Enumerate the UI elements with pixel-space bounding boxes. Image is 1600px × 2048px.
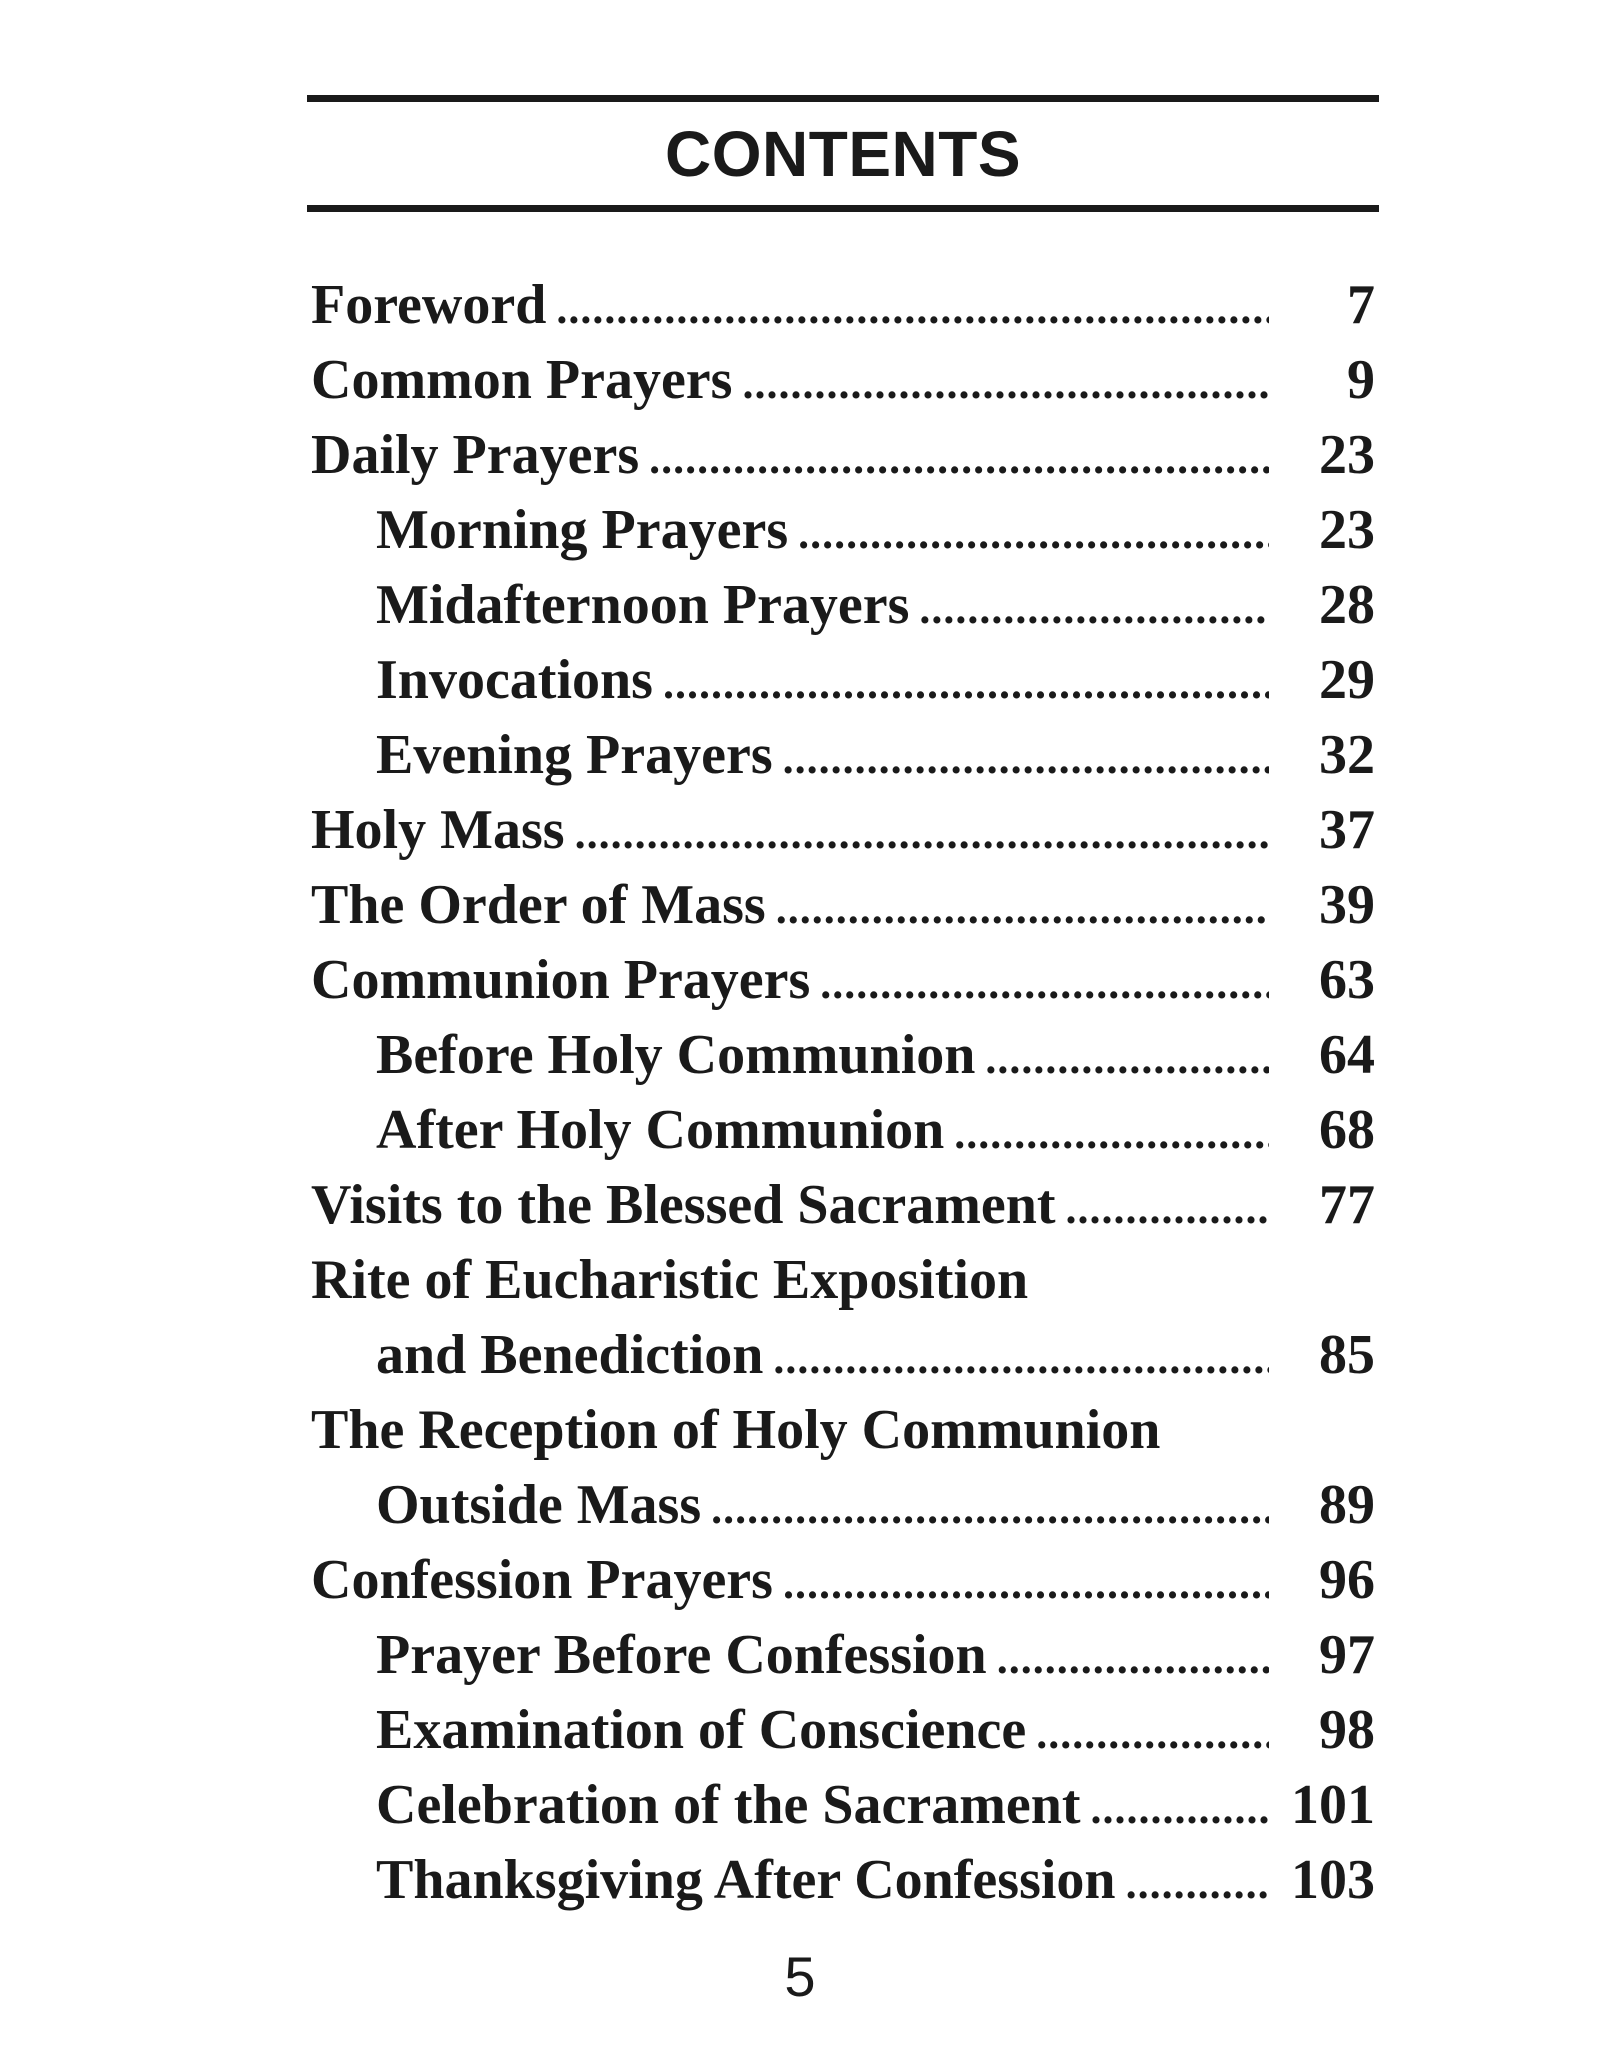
toc-entry-title: After Holy Communion (376, 1099, 945, 1161)
dot-leader (783, 1546, 1269, 1621)
dot-leader (783, 721, 1269, 796)
toc-entry-title: Midafternoon Prayers (376, 574, 910, 636)
toc-entry-page: 23 (1319, 499, 1375, 561)
toc-entry-title: The Reception of Holy Communion (311, 1399, 1161, 1461)
toc-entry-page: 77 (1319, 1174, 1375, 1236)
toc-entry-page: 98 (1319, 1699, 1375, 1761)
toc-entry (311, 1393, 1375, 1468)
toc-entry-page: 96 (1319, 1549, 1375, 1611)
toc-entry-page: 32 (1319, 724, 1375, 786)
dot-leader (773, 1321, 1269, 1396)
toc-entry-title: Visits to the Blessed Sacrament (311, 1174, 1056, 1236)
top-rule (307, 95, 1379, 102)
toc-entry (311, 1018, 1375, 1093)
toc-entry-title: Prayer Before Confession (376, 1624, 987, 1686)
toc-entry-page: 7 (1347, 274, 1375, 336)
toc-entry (311, 1168, 1375, 1243)
toc-entry-title: Confession Prayers (311, 1549, 773, 1611)
toc-entry-page: 63 (1319, 949, 1375, 1011)
toc-entry (311, 943, 1375, 1018)
toc-entry-title: Thanksgiving After Confession (376, 1849, 1116, 1911)
toc-entry-title: Celebration of the Sacrament (376, 1774, 1081, 1836)
dot-leader (954, 1096, 1269, 1171)
page-heading: CONTENTS (665, 118, 1021, 190)
dot-leader (985, 1021, 1269, 1096)
toc-entry (311, 643, 1375, 718)
toc-entry-page: 64 (1319, 1024, 1375, 1086)
toc-entry-page: 28 (1319, 574, 1375, 636)
toc-entry (311, 343, 1375, 418)
toc-entry-title: Invocations (376, 649, 653, 711)
toc-entry-page: 23 (1319, 424, 1375, 486)
toc-entry (311, 1693, 1375, 1768)
toc-entry-page: 85 (1319, 1324, 1375, 1386)
toc-entry-title: Communion Prayers (311, 949, 811, 1011)
toc-entry (311, 718, 1375, 793)
dot-leader (663, 646, 1269, 721)
toc-entry-title: Holy Mass (311, 799, 565, 861)
toc-entry (311, 268, 1375, 343)
toc-entry (311, 868, 1375, 943)
dot-leader (556, 271, 1269, 346)
toc-entry-title: Evening Prayers (376, 724, 773, 786)
toc-entry-page: 39 (1319, 874, 1375, 936)
dot-leader (711, 1471, 1269, 1546)
table-of-contents (311, 268, 1375, 1918)
toc-entry (311, 568, 1375, 643)
toc-entry-page: 68 (1319, 1099, 1375, 1161)
dot-leader (919, 571, 1269, 646)
toc-entry (311, 793, 1375, 868)
toc-entry (311, 1543, 1375, 1618)
toc-entry (311, 1843, 1375, 1918)
toc-entry (311, 1618, 1375, 1693)
dot-leader (649, 421, 1269, 496)
toc-entry-page: 9 (1347, 349, 1375, 411)
dot-leader (1066, 1171, 1269, 1246)
page-number: 5 (784, 1945, 816, 2008)
toc-entry (311, 493, 1375, 568)
bottom-rule (307, 205, 1379, 212)
toc-entry-page: 101 (1291, 1774, 1375, 1836)
toc-entry-title: and Benediction (376, 1324, 764, 1386)
dot-leader (575, 796, 1269, 871)
toc-entry-page: 29 (1319, 649, 1375, 711)
dot-leader (997, 1621, 1269, 1696)
dot-leader (1126, 1846, 1269, 1921)
toc-entry-title: Foreword (311, 274, 547, 336)
dot-leader (798, 496, 1269, 571)
toc-entry-title: Examination of Conscience (376, 1699, 1027, 1761)
dot-leader (1091, 1771, 1269, 1846)
toc-entry-title: Rite of Eucharistic Exposition (311, 1249, 1029, 1311)
toc-entry (311, 1243, 1375, 1318)
toc-entry-page: 97 (1319, 1624, 1375, 1686)
toc-entry (311, 1468, 1375, 1543)
toc-entry (311, 1318, 1375, 1393)
toc-entry-page: 37 (1319, 799, 1375, 861)
toc-entry-page: 103 (1291, 1849, 1375, 1911)
toc-entry-title: Morning Prayers (376, 499, 789, 561)
toc-entry-page: 89 (1319, 1474, 1375, 1536)
toc-entry-title: Daily Prayers (311, 424, 640, 486)
dot-leader (1036, 1696, 1269, 1771)
dot-leader (776, 871, 1269, 946)
toc-entry-title: Common Prayers (311, 349, 733, 411)
toc-entry (311, 1768, 1375, 1843)
dot-leader (820, 946, 1269, 1021)
dot-leader (742, 346, 1269, 421)
toc-entry-title: The Order of Mass (311, 874, 766, 936)
toc-entry-title: Before Holy Communion (376, 1024, 976, 1086)
toc-entry (311, 1093, 1375, 1168)
toc-entry (311, 418, 1375, 493)
toc-entry-title: Outside Mass (376, 1474, 702, 1536)
